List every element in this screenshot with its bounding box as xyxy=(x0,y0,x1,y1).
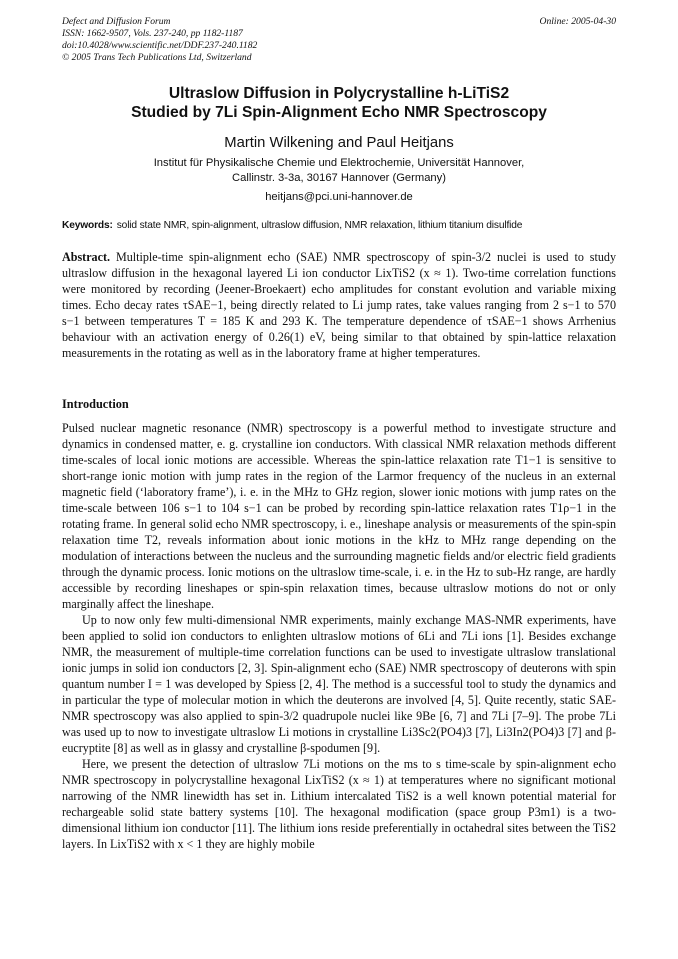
copyright-line: © 2005 Trans Tech Publications Ltd, Switzerland xyxy=(62,52,252,63)
abstract xyxy=(62,249,616,361)
authors: Martin Wilkening and Paul Heitjans xyxy=(224,135,454,151)
abstract-text: Multiple-time spin-alignment echo (SAE) NMR spectroscopy of spin-3/2 nuclei is used to study ultraslow diffusion in the hexagonal layered Li ion conductor LixTiS2 (x ≈ 1). Two-time correlation functions were monitored by recording (Jeener-Broekaert) echo amplitudes for constant evolution and variable mixing times. Echo decay rates τSAE−1, being directly related to Li jump rates, take values ranging from 2 s−1 to 570 s−1 between temperatures T = 185 K and 293 K. The temperature dependence of τSAE−1 shows Arrhenius behaviour with an activation energy of 0.26(1) eV, being similar to that obtained by spin-lattice relaxation measurements in the rotating as well as in the laboratory frame at higher temperatures. xyxy=(62,250,616,360)
keywords xyxy=(62,220,622,231)
affiliation xyxy=(62,156,616,205)
title-line-1: Ultraslow Diffusion in Polycrystalline h-LiTiS2 xyxy=(168,85,510,102)
journal-name: Defect and Diffusion Forum xyxy=(62,16,171,27)
doi-line: doi:10.4028/www.scientific.net/DDF.237-240.1182 xyxy=(62,40,258,51)
affiliation-line-1: Institut für Physikalische Chemie und Elektrochemie, Universität Hannover, xyxy=(153,157,525,169)
intro-paragraph-3: Here, we present the detection of ultraslow 7Li motions on the ms to s time-scale by spin-alignment echo NMR spectroscopy in polycrystalline hexagonal LixTiS2 (x ≈ 1) at temperatures where no significant motional narrowing of the NMR linewidth has set in. Lithium intercalated TiS2 is a well known potential material for rechargeable solid state battery systems [10]. The hexagonal modification (space group P3m1) is a two-dimensional lithium ion conductor [11]. The lithium ions reside preferentially in octahedral sites between the TiS2 layers. In LixTiS2 with x < 1 they are highly mobile xyxy=(62,757,616,851)
issn-line: ISSN: 1662-9507, Vols. 237-240, pp 1182-1187 xyxy=(62,28,243,39)
affiliation-line-2: Callinstr. 3-3a, 30167 Hannover (Germany) xyxy=(232,171,446,184)
abstract-label: Abstract. xyxy=(62,250,111,264)
introduction-heading: Introduction xyxy=(62,397,129,411)
keywords-text: solid state NMR, spin-alignment, ultraslow diffusion, NMR relaxation, lithium titanium disulfide xyxy=(116,220,523,231)
paper-title xyxy=(62,84,616,122)
introduction-body xyxy=(62,420,616,852)
title-line-2: Studied by 7Li Spin-Alignment Echo NMR Spectroscopy xyxy=(131,104,547,121)
journal-header xyxy=(62,16,616,64)
intro-paragraph-2: Up to now only few multi-dimensional NMR experiments, mainly exchange MAS-NMR experiments, have been applied to solid ion conductors to enlighten ultraslow motions of 6Li and 7Li ions [1]. Besides exchange NMR, the measurement of multiple-time correlation functions can be used to investigate ultraslow translational ionic jumps in solid ion conductors [2, 3]. Spin-alignment echo (SAE) NMR spectroscopy of deuterons with spin quantum number I = 1 was developed by Spiess [2, 4]. The method is a successful tool to study the dynamics and in particular the type of molecular motion in which the deuterons are involved [4, 5]. Quite recently, static SAE-NMR spectroscopy was also applied to spin-3/2 quadrupole nuclei like 9Be [6, 7] and 7Li [7–9]. The probe 7Li was used up to now to investigate ultraslow Li motions in crystalline Li3Sc2(PO4)3 [7], Li3In2(PO4)3 [7] and β-eucryptite [8] as well as in glassy and crystalline β-spodumen [9]. xyxy=(62,613,616,755)
author-email[interactable]: heitjans@pci.uni-hannover.de xyxy=(265,191,413,203)
keywords-label: Keywords: xyxy=(62,220,113,231)
online-date: Online: 2005-04-30 xyxy=(539,16,616,27)
intro-paragraph-1: Pulsed nuclear magnetic resonance (NMR) spectroscopy is a powerful method to investigate structure and dynamics in condensed matter, e. g. crystalline ion conductors. With classical NMR relaxation methods different time-scales of local ionic motions are accessible. Whereas the spin-lattice relaxation rate T1−1 is sensitive to short-range ionic motion with jump rates in the region of the Larmor frequency of the nucleus in an external magnetic field (‘laboratory frame’), i. e. in the MHz to GHz region, slower ionic motions with jump rates on the time-scale between 106 s−1 to 104 s−1 can be probed by recording spin-lattice relaxation rates T1ρ−1 in the rotating frame. In general solid echo NMR spectroscopy, i. e., lineshape analysis or measurements of the spin-spin relaxation time T2, reveals information about ionic motions in the kHz to MHz range depending on the modulation of interactions between the nucleus and the surrounding magnetic fields and/or electric field gradients through the dynamic process. Ionic motions on the ultraslow time-scale, i. e. in the Hz to sub-Hz range, are hardly accessible by recording lineshapes or spin-spin relaxation times, because ultraslow motions do not or only marginally affect the lineshape. xyxy=(62,421,616,611)
